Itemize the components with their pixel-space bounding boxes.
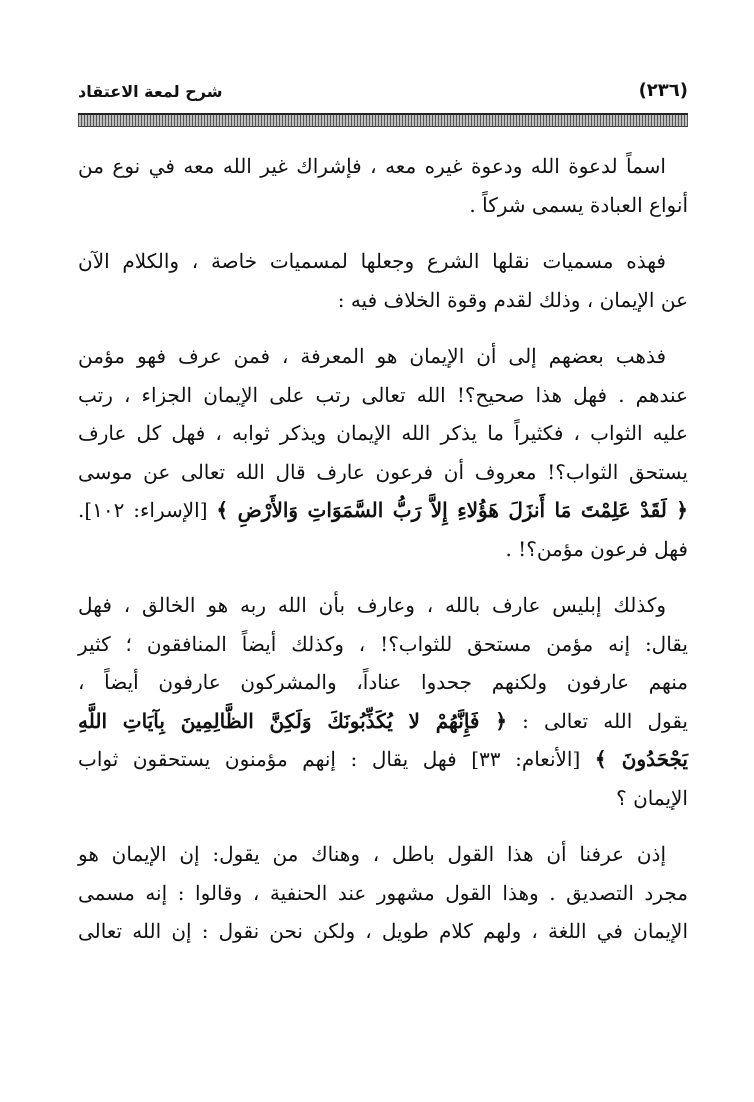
paragraph-1: [78, 147, 688, 224]
text-line: عندهم . فهل هذا صحيح؟! الله تعالى رتب على الإيمان الجزاء ، رتب: [78, 382, 688, 407]
quran-verse: يَجْحَدُونَ ﴾: [594, 747, 688, 771]
verse-reference: [الإسراء: ١٠٢].: [78, 498, 217, 522]
text-line: وكذلك إبليس عارف بالله ، وعارف بأن الله ربه هو الخالق ، فهل: [78, 593, 666, 617]
text-line: الإيمان ؟: [616, 785, 688, 810]
text-line: اسماً لدعوة الله ودعوة غيره معه ، فإشراك غير الله معه في نوع من: [78, 154, 666, 178]
text-line: عن الإيمان ، وذلك لقدم وقوة الخلاف فيه :: [337, 287, 688, 312]
text-line: فهل فرعون مؤمن؟! .: [505, 536, 688, 561]
verse-reference: [الأنعام: ٣٣] فهل يقال : إنهم مؤمنون يستحقون ثواب: [78, 747, 595, 771]
body-text: [78, 147, 688, 951]
page-header: [78, 78, 688, 108]
text-line: إذن عرفنا أن هذا القول باطل ، وهناك من يقول: إن الإيمان هو: [78, 842, 666, 866]
paragraph-4: [78, 586, 688, 817]
text-line: فذهب بعضهم إلى أن الإيمان هو المعرفة ، فمن عرف فهو مؤمن: [78, 344, 666, 368]
text-line: فهذه مسميات نقلها الشرع وجعلها لمسميات خاصة ، والكلام الآن: [78, 249, 666, 273]
paragraph-2: [78, 242, 688, 319]
quran-verse: ﴿ لَقَدْ عَلِمْتَ مَا أَنزَلَ هَؤُلاءِ إِلاَّ رَبُّ السَّمَوَاتِ وَالأَرْضِ ﴾: [216, 498, 688, 522]
text-line: يستحق الثواب؟! معروف أن فرعون عارف قال الله تعالى عن موسى: [78, 459, 688, 484]
verse-line: [78, 740, 688, 779]
verse-intro: يقول الله تعالى :: [506, 708, 688, 733]
running-title: شرح لمعة الاعتقاد: [78, 82, 223, 101]
header-divider: [78, 113, 688, 127]
verse-line: [78, 491, 688, 530]
page-number: (٢٣٦): [638, 80, 688, 101]
quran-verse: ﴿ فَإِنَّهُمْ لا يُكَذِّبُونَكَ وَلَكِنَّ الظَّالِمِينَ بِآيَاتِ اللَّهِ: [78, 708, 507, 733]
verse-line: [78, 702, 688, 741]
paragraph-5: [78, 835, 688, 951]
text-line: الإيمان في اللغة ، ولهم كلام طويل ، ولكن نحن نقول : إن الله تعالى: [78, 919, 688, 943]
paragraph-3: [78, 337, 688, 568]
text-line: منهم عارفون ولكنهم جحدوا عناداً، والمشركون عارفون أيضاً ،: [78, 670, 688, 694]
text-line: عليه الثواب ، فكثيراً ما يذكر الله الإيمان ويذكر ثوابه ، فهل كل عارف: [78, 421, 688, 445]
text-line: مجرد التصديق . وهذا القول مشهور عند الحنفية ، وقالوا : إنه مسمى: [78, 880, 688, 905]
text-line: يقال: إنه مؤمن مستحق للثواب؟! ، وكذلك أيضاً المنافقون ؛ كثير: [78, 631, 688, 656]
text-line: أنواع العبادة يسمى شركاً .: [469, 192, 688, 217]
